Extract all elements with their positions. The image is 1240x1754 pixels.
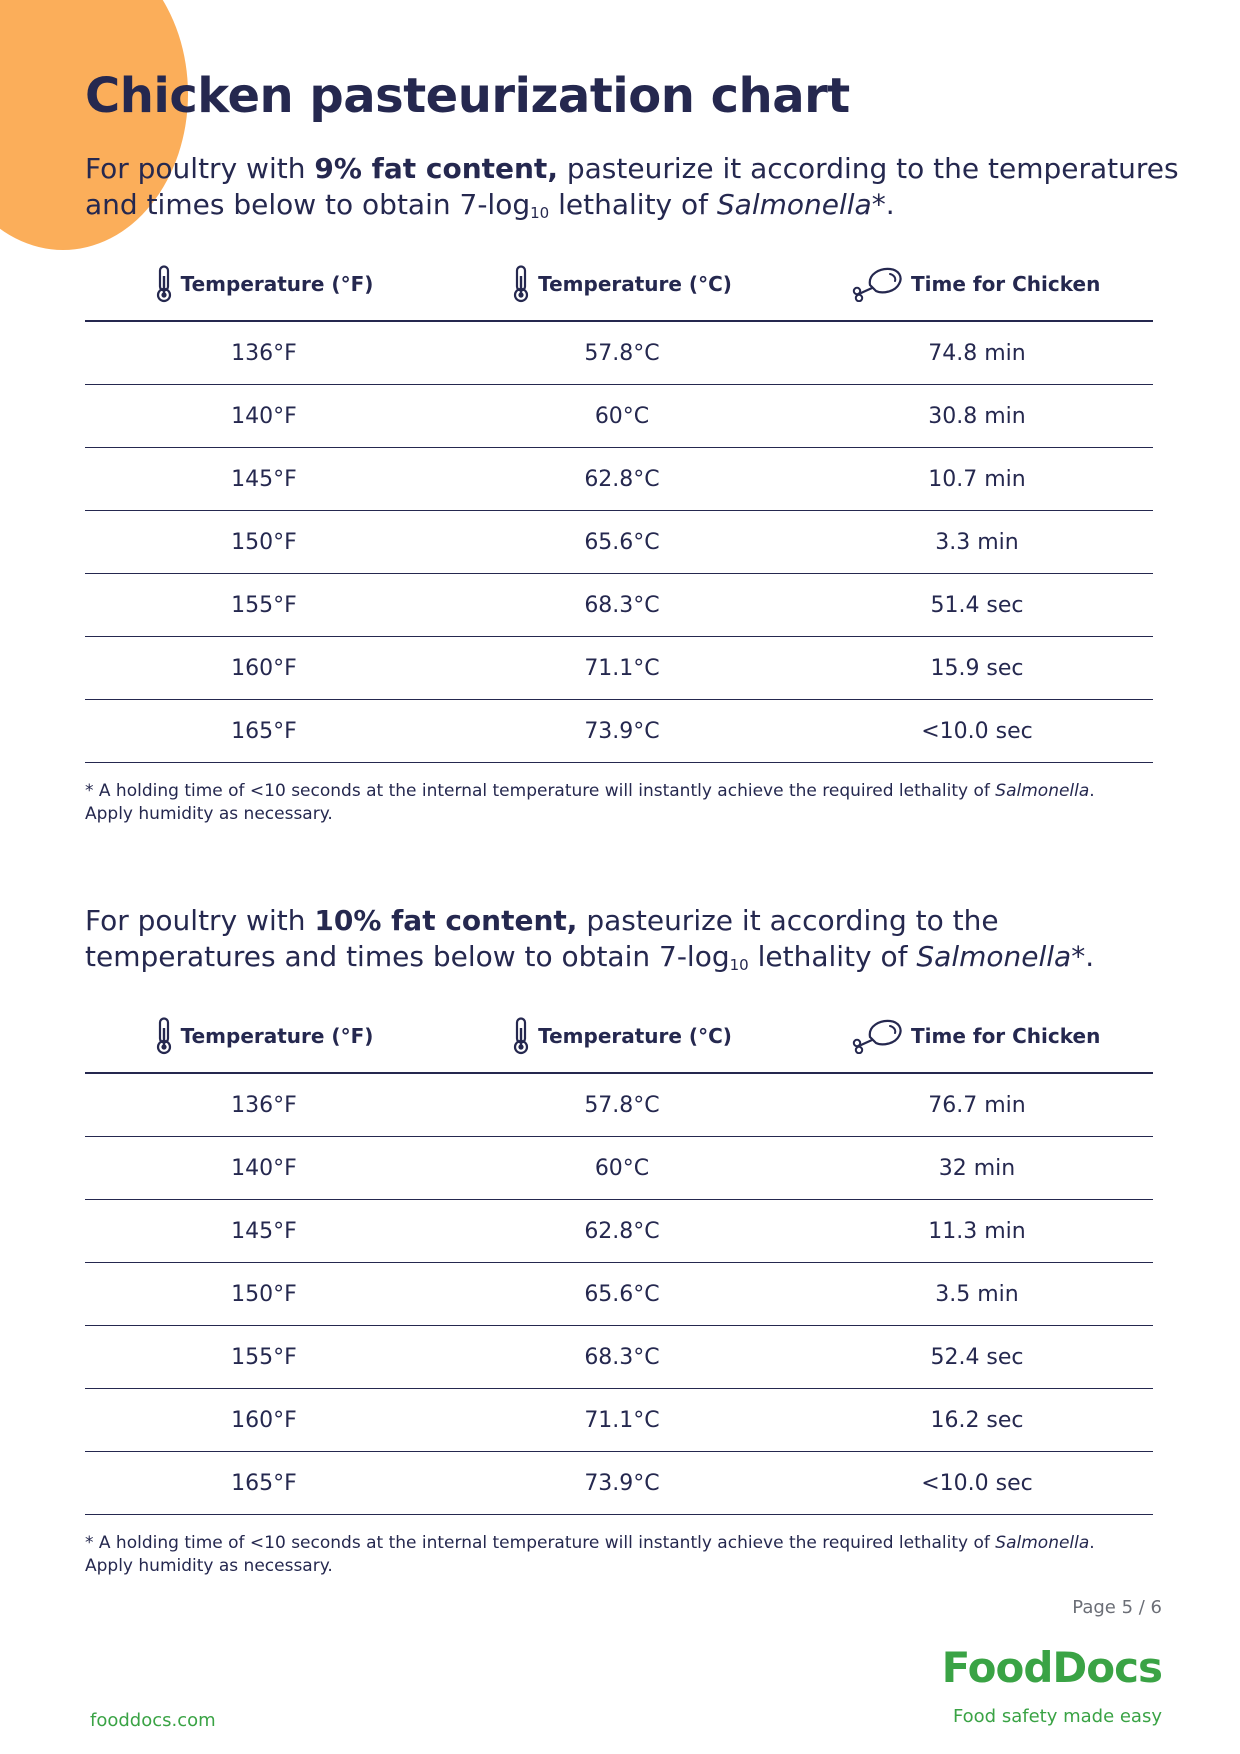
table-row <box>85 321 1153 385</box>
table-row <box>85 1073 1153 1137</box>
cell-temp-f: 160°F <box>85 1389 443 1452</box>
cell-temp-c: 60°C <box>443 1137 801 1200</box>
table-header-row <box>85 999 1153 1073</box>
page-number: Page 5 / 6 <box>1072 1597 1162 1618</box>
header-temp-c <box>443 999 801 1073</box>
intro-italic: Salmonella <box>916 940 1072 973</box>
section-2-footnote <box>85 1532 1165 1578</box>
header-label: Temperature (°C) <box>538 271 732 296</box>
cell-temp-c: 71.1°C <box>443 1389 801 1452</box>
cell-temp-c: 68.3°C <box>443 574 801 637</box>
header-time <box>801 247 1153 321</box>
cell-temp-c: 62.8°C <box>443 1200 801 1263</box>
intro-text: pasteurize it according to the temperatures and times below to obtain 7-log <box>85 904 999 973</box>
cell-temp-f: 145°F <box>85 448 443 511</box>
cell-temp-f: 145°F <box>85 1200 443 1263</box>
cell-temp-c: 65.6°C <box>443 511 801 574</box>
cell-time: 11.3 min <box>801 1200 1153 1263</box>
header-temp-c <box>443 247 801 321</box>
website-link[interactable]: fooddocs.com <box>90 1710 216 1731</box>
cell-time: 32 min <box>801 1137 1153 1200</box>
cell-temp-f: 160°F <box>85 637 443 700</box>
pasteurization-table-2 <box>85 999 1153 1515</box>
cell-time: 30.8 min <box>801 385 1153 448</box>
cell-temp-f: 140°F <box>85 1137 443 1200</box>
cell-temp-c: 73.9°C <box>443 1452 801 1515</box>
header-label: Temperature (°F) <box>180 1023 374 1048</box>
cell-temp-f: 150°F <box>85 511 443 574</box>
cell-temp-c: 65.6°C <box>443 1263 801 1326</box>
header-time <box>801 999 1153 1073</box>
cell-temp-c: 57.8°C <box>443 321 801 385</box>
section-2-intro <box>85 903 1185 975</box>
cell-temp-c: 57.8°C <box>443 1073 801 1137</box>
cell-time: 52.4 sec <box>801 1326 1153 1389</box>
intro-subscript: 10 <box>729 956 749 974</box>
cell-time: 3.5 min <box>801 1263 1153 1326</box>
intro-text: lethality of <box>549 188 717 221</box>
cell-time: 3.3 min <box>801 511 1153 574</box>
table-row <box>85 1200 1153 1263</box>
cell-time: 16.2 sec <box>801 1389 1153 1452</box>
cell-temp-f: 140°F <box>85 385 443 448</box>
footnote-text: * A holding time of <10 seconds at the internal temperature will instantly achieve the required lethality of <box>85 781 996 801</box>
cell-temp-c: 73.9°C <box>443 700 801 763</box>
section-1-intro <box>85 151 1185 223</box>
intro-text: *. <box>1071 940 1095 973</box>
header-label: Temperature (°F) <box>180 271 374 296</box>
fooddocs-logo: FoodDocs <box>941 1643 1162 1692</box>
pasteurization-table-1 <box>85 247 1153 763</box>
footnote-text: . <box>1089 781 1095 801</box>
thermometer-icon <box>512 265 530 303</box>
cell-temp-f: 150°F <box>85 1263 443 1326</box>
table-row <box>85 1326 1153 1389</box>
cell-time: 76.7 min <box>801 1073 1153 1137</box>
cell-temp-f: 165°F <box>85 1452 443 1515</box>
footnote-line-2: Apply humidity as necessary. <box>85 1556 333 1576</box>
cell-time: 15.9 sec <box>801 637 1153 700</box>
footnote-text: * A holding time of <10 seconds at the internal temperature will instantly achieve the required lethality of <box>85 1533 996 1553</box>
cell-temp-c: 60°C <box>443 385 801 448</box>
cell-temp-c: 71.1°C <box>443 637 801 700</box>
header-temp-f <box>85 247 443 321</box>
header-temp-f <box>85 999 443 1073</box>
intro-text: lethality of <box>748 940 917 973</box>
intro-text: For poultry with <box>85 904 315 937</box>
intro-text: *. <box>871 188 895 221</box>
page-title: Chicken pasteurization chart <box>85 68 850 124</box>
cell-time: 74.8 min <box>801 321 1153 385</box>
cell-time: 10.7 min <box>801 448 1153 511</box>
table-row <box>85 1452 1153 1515</box>
table-row <box>85 1137 1153 1200</box>
logo-tagline: Food safety made easy <box>952 1706 1162 1727</box>
table-row <box>85 574 1153 637</box>
footnote-text: . <box>1089 1533 1095 1553</box>
intro-italic: Salmonella <box>716 188 872 221</box>
footnote-italic: Salmonella <box>995 1533 1090 1553</box>
table-row <box>85 700 1153 763</box>
cell-time: <10.0 sec <box>801 700 1153 763</box>
cell-time: 51.4 sec <box>801 574 1153 637</box>
thermometer-icon <box>155 265 173 303</box>
cell-temp-f: 136°F <box>85 1073 443 1137</box>
intro-bold: 10% fat content, <box>314 904 578 937</box>
cell-temp-c: 68.3°C <box>443 1326 801 1389</box>
header-label: Time for Chicken <box>911 1023 1101 1048</box>
cell-temp-c: 62.8°C <box>443 448 801 511</box>
cell-temp-f: 155°F <box>85 574 443 637</box>
table-row <box>85 1389 1153 1452</box>
cell-temp-f: 155°F <box>85 1326 443 1389</box>
thermometer-icon <box>155 1017 173 1055</box>
footnote-italic: Salmonella <box>995 781 1090 801</box>
table-row <box>85 448 1153 511</box>
table-row <box>85 385 1153 448</box>
header-label: Time for Chicken <box>911 271 1101 296</box>
intro-subscript: 10 <box>530 204 550 222</box>
intro-bold: 9% fat content, <box>314 152 558 185</box>
table-row <box>85 511 1153 574</box>
intro-text: For poultry with <box>85 152 315 185</box>
thermometer-icon <box>512 1017 530 1055</box>
table-row <box>85 637 1153 700</box>
section-1-footnote <box>85 780 1165 826</box>
cell-temp-f: 136°F <box>85 321 443 385</box>
cell-temp-f: 165°F <box>85 700 443 763</box>
footnote-line-2: Apply humidity as necessary. <box>85 804 333 824</box>
table-row <box>85 1263 1153 1326</box>
table-header-row <box>85 247 1153 321</box>
header-label: Temperature (°C) <box>538 1023 732 1048</box>
cell-time: <10.0 sec <box>801 1452 1153 1515</box>
chicken-leg-icon <box>851 1018 903 1054</box>
intro-text: pasteurize it according to the temperatures and times below to obtain 7-log <box>85 152 1179 221</box>
chicken-leg-icon <box>851 266 903 302</box>
